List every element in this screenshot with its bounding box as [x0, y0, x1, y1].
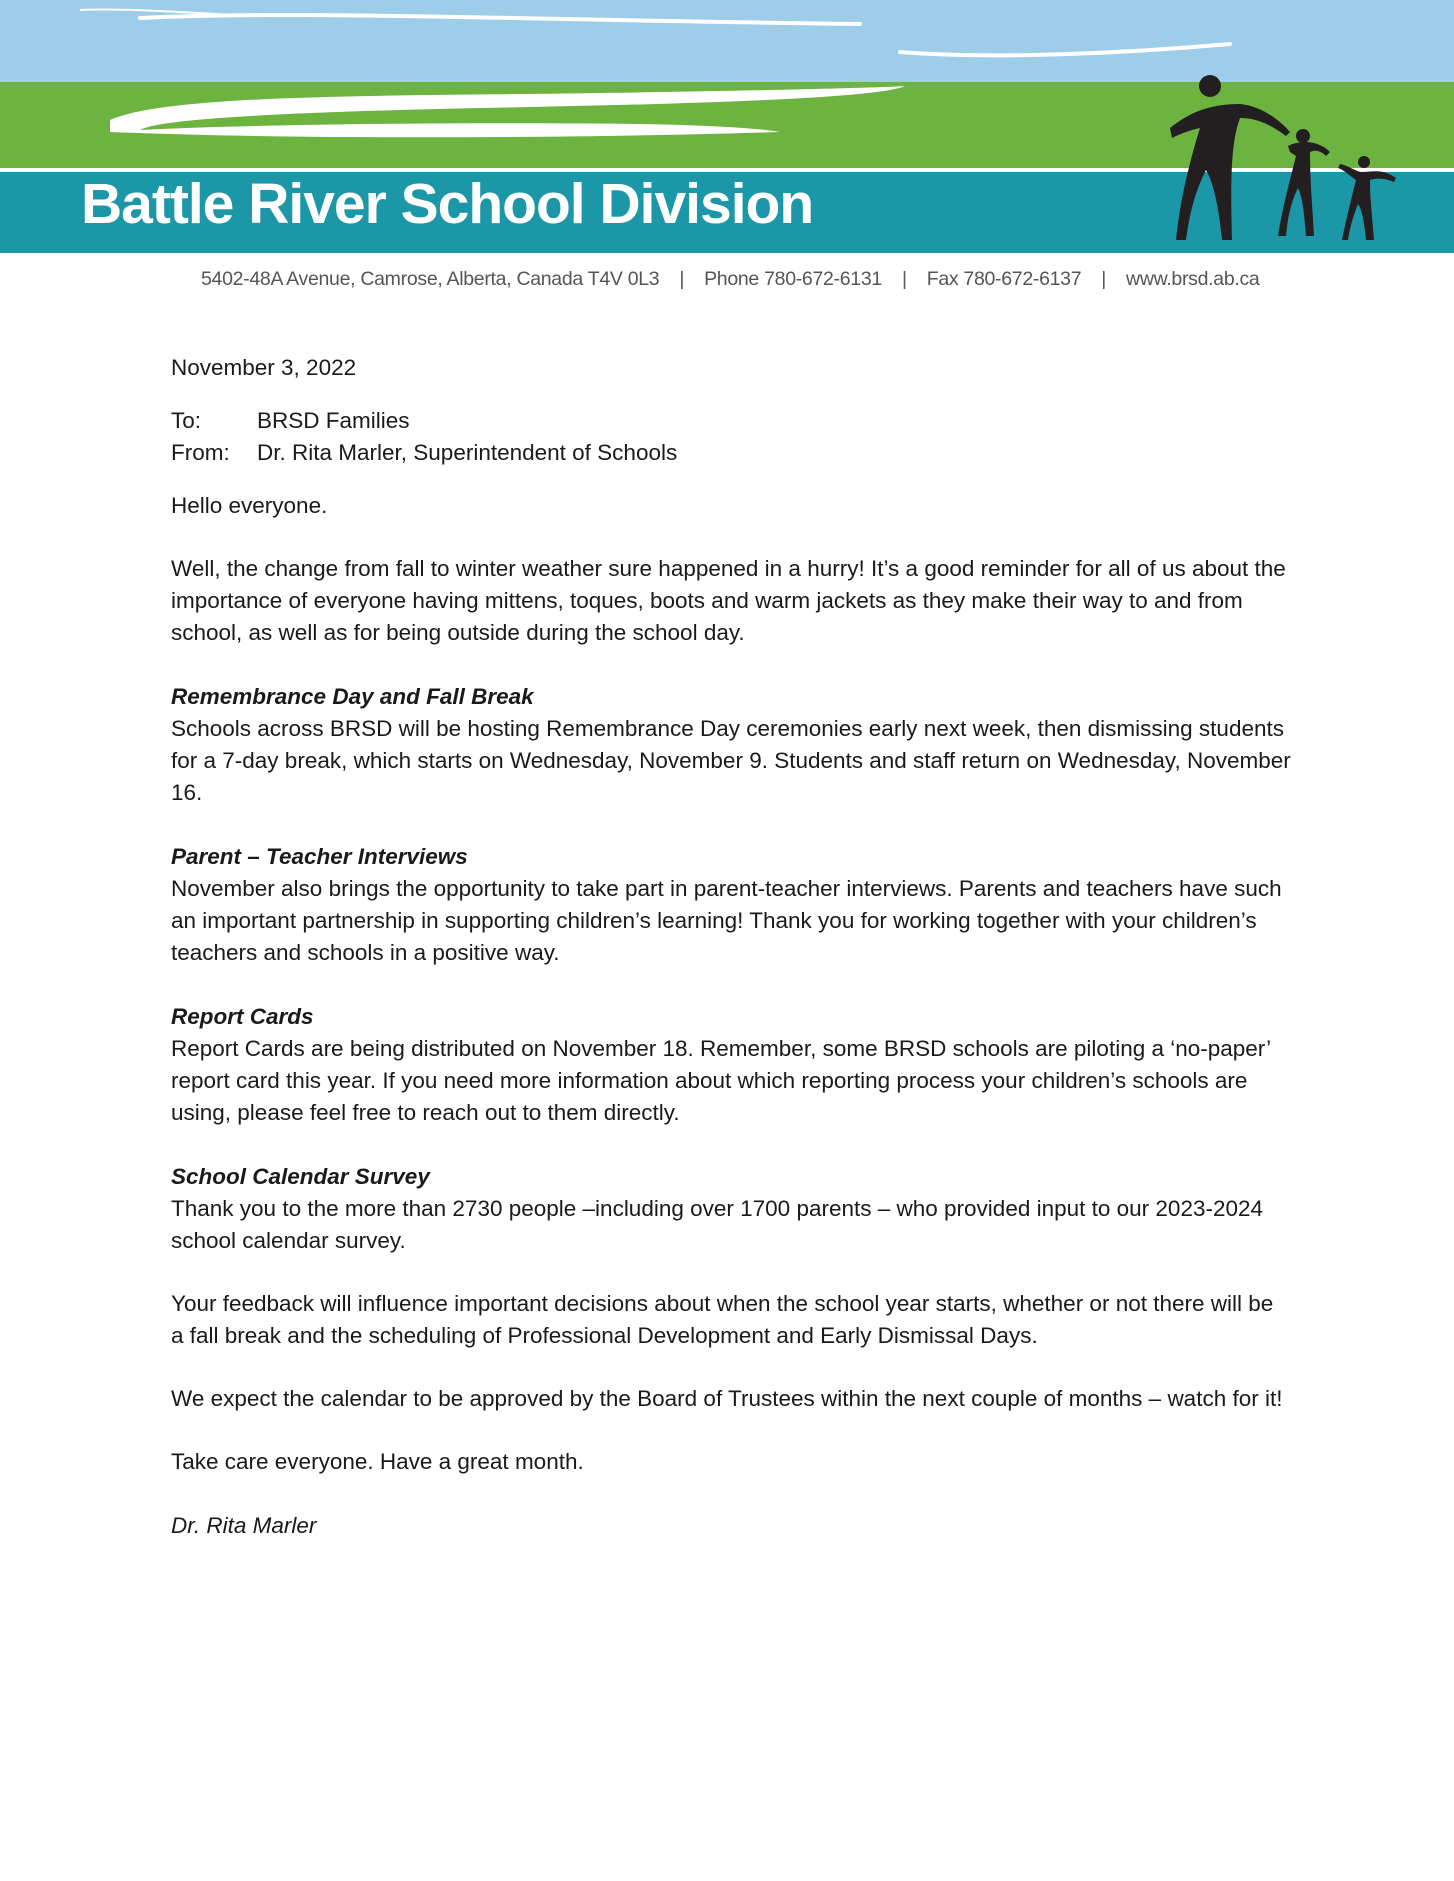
section-calendar-survey — [171, 1161, 1291, 1257]
section-report-cards — [171, 1001, 1291, 1129]
separator: | — [679, 268, 685, 290]
signature: Dr. Rita Marler — [171, 1513, 317, 1538]
greeting: Hello everyone. — [171, 493, 328, 518]
section-body: Thank you to the more than 2730 people –including over 1700 parents – who provided input to our 2023-2024 school calendar survey. — [171, 1196, 1264, 1253]
from-value: Dr. Rita Marler, Superintendent of Schools — [257, 440, 678, 465]
website-link[interactable]: www.brsd.ab.ca — [1126, 268, 1260, 290]
to-label: To: — [171, 408, 202, 433]
address: 5402-48A Avenue, Camrose, Alberta, Canada T4V 0L3 — [201, 268, 660, 290]
closing-line: Take care everyone. Have a great month. — [171, 1449, 584, 1474]
to-value: BRSD Families — [257, 408, 410, 433]
organization-name: Battle River School Division — [81, 172, 814, 236]
letter-body — [171, 352, 1291, 1542]
phone-number: Phone 780-672-6131 — [704, 268, 882, 290]
feedback-paragraph: Your feedback will influence important decisions about when the school year starts, whether or not there will be a fall break and the scheduling of Professional Development and Early Dismissal Days. — [171, 1291, 1274, 1348]
section-heading: School Calendar Survey — [171, 1164, 430, 1189]
section-body: Report Cards are being distributed on November 18. Remember, some BRSD schools are piloting a ‘no-paper’ report card this year. If you need more information about which reporting process your children’s schools are using, please feel free to reach out to them directly. — [171, 1036, 1271, 1125]
letterhead-banner — [0, 0, 1454, 253]
section-body: Schools across BRSD will be hosting Remembrance Day ceremonies early next week, then dismissing students for a 7-day break, which starts on Wednesday, November 9. Students and staff return on Wednesday, November 16. — [171, 716, 1291, 805]
section-heading: Report Cards — [171, 1004, 314, 1029]
section-body: November also brings the opportunity to take part in parent-teacher interviews. Parents and teachers have such an important partnership in supporting children’s learning! Thank you for working together with your children’s teachers and schools in a positive way. — [171, 876, 1282, 965]
from-line — [171, 437, 1291, 469]
from-label: From: — [171, 440, 230, 465]
intro-paragraph: Well, the change from fall to winter weather sure happened in a hurry! It’s a good reminder for all of us about the importance of everyone having mittens, toques, boots and warm jackets as they make their way to and from school, as well as for being outside during the school day. — [171, 556, 1286, 645]
sky-band — [0, 0, 1454, 86]
fax-number: Fax 780-672-6137 — [926, 268, 1082, 290]
section-parent-teacher — [171, 841, 1291, 969]
to-line — [171, 405, 1291, 437]
section-heading: Parent – Teacher Interviews — [171, 844, 468, 869]
approval-paragraph: We expect the calendar to be approved by the Board of Trustees within the next couple of months – watch for it! — [171, 1386, 1283, 1411]
letter-date: November 3, 2022 — [171, 355, 357, 380]
section-heading: Remembrance Day and Fall Break — [171, 684, 534, 709]
contact-line — [201, 268, 1259, 291]
separator: | — [901, 268, 907, 290]
section-remembrance-day — [171, 681, 1291, 809]
separator: | — [1101, 268, 1107, 290]
